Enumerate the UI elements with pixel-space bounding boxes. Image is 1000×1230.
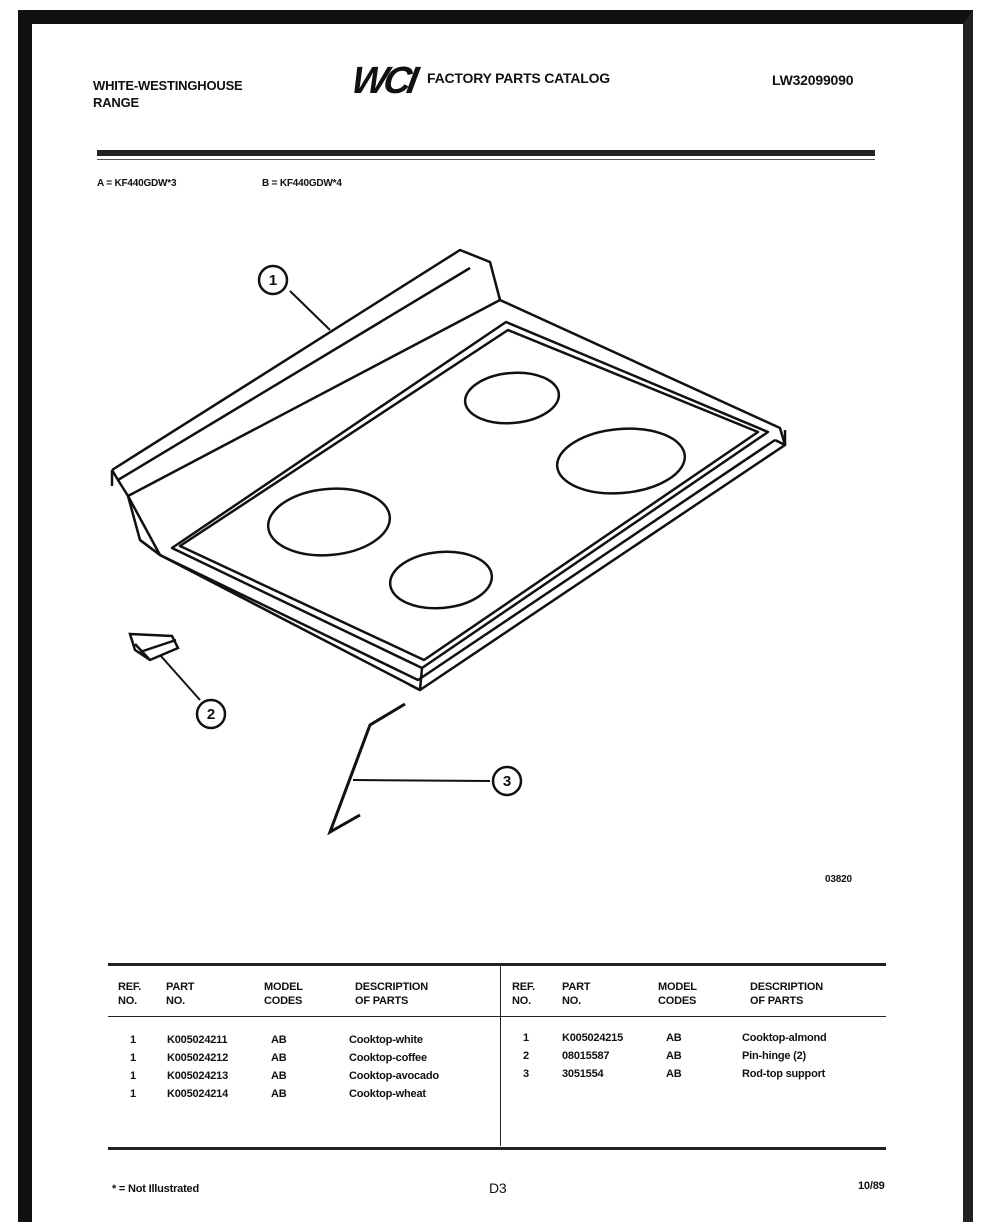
part-no: 08015587: [562, 1050, 610, 1062]
model-codes: AB: [271, 1052, 287, 1064]
description: Cooktop-almond: [742, 1032, 827, 1044]
header-part-right: PART NO.: [562, 981, 591, 1007]
ref-no: 1: [130, 1070, 136, 1082]
cooktop-outline: [112, 250, 785, 690]
table-header-rule: [108, 1016, 886, 1017]
footnote-not-illustrated: * = Not Illustrated: [112, 1183, 199, 1195]
catalog-number: LW32099090: [772, 72, 854, 88]
burner-rear-left: [463, 369, 561, 427]
part-no: K005024212: [167, 1052, 229, 1064]
burner-front-left: [265, 484, 392, 560]
description: Cooktop-coffee: [349, 1052, 427, 1064]
brand-name: WHITE-WESTINGHOUSE: [93, 78, 243, 93]
pin-hinge-part: [130, 634, 178, 660]
ref-no: 2: [523, 1050, 529, 1062]
drawing-code: 03820: [825, 874, 852, 885]
description: Rod-top support: [742, 1068, 826, 1080]
revision-date: 10/89: [858, 1180, 885, 1192]
burner-front-right: [388, 548, 494, 613]
part-no: K005024211: [167, 1034, 228, 1046]
table-column-divider: [500, 966, 501, 1146]
header-model-right: MODEL CODES: [658, 981, 697, 1007]
burner-openings: [265, 369, 687, 612]
model-codes: AB: [271, 1070, 287, 1082]
product-type: RANGE: [93, 95, 139, 110]
catalog-title: FACTORY PARTS CATALOG: [427, 70, 610, 86]
description: Cooktop-white: [349, 1034, 423, 1046]
table-top-rule: [108, 963, 886, 966]
part-no: K005024215: [562, 1032, 624, 1044]
part-no: K005024214: [167, 1088, 229, 1100]
description: Cooktop-avocado: [349, 1070, 439, 1082]
header-desc-right: DESCRIPTION OF PARTS: [750, 981, 823, 1007]
burner-rear-right: [554, 424, 687, 499]
header-model-left: MODEL CODES: [264, 981, 303, 1007]
header-ref-left: REF. NO.: [118, 981, 142, 1007]
model-codes: AB: [666, 1032, 682, 1044]
model-key-a: A = KF440GDW*3: [97, 178, 177, 189]
ref-no: 1: [523, 1032, 529, 1044]
rod-top-support-part: [330, 704, 405, 832]
wci-logo: WCI: [348, 60, 418, 102]
callout-1-label: 1: [268, 272, 278, 289]
header-ref-right: REF. NO.: [512, 981, 536, 1007]
ref-no: 1: [130, 1034, 136, 1046]
header-part-left: PART NO.: [166, 981, 195, 1007]
model-codes: AB: [271, 1034, 287, 1046]
model-codes: AB: [271, 1088, 287, 1100]
model-codes: AB: [666, 1050, 682, 1062]
part-no: K005024213: [167, 1070, 229, 1082]
header-desc-left: DESCRIPTION OF PARTS: [355, 981, 428, 1007]
description: Cooktop-wheat: [349, 1088, 426, 1100]
ref-no: 1: [130, 1088, 136, 1100]
description: Pin-hinge (2): [742, 1050, 807, 1062]
callout-3-label: 3: [502, 773, 512, 790]
ref-no: 1: [130, 1052, 136, 1064]
model-key-b: B = KF440GDW*4: [262, 178, 342, 189]
callout-2-label: 2: [206, 706, 216, 723]
part-no: 3051554: [562, 1068, 604, 1080]
model-codes: AB: [666, 1068, 682, 1080]
page-number: D3: [489, 1180, 507, 1196]
table-bottom-rule: [108, 1147, 886, 1150]
ref-no: 3: [523, 1068, 529, 1080]
